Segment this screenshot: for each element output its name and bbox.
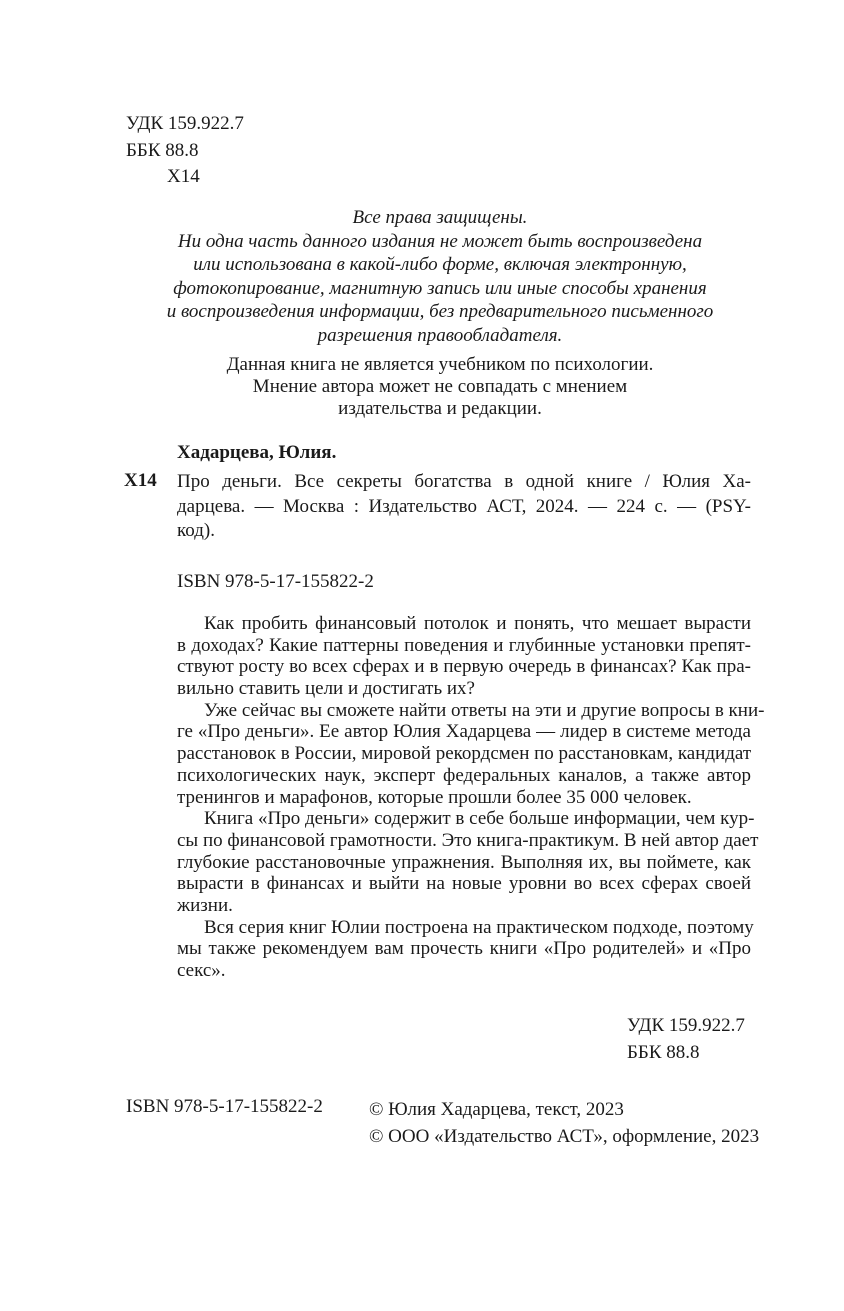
rights-line: Ни одна часть данного издания не может быть воспроизведена [177, 230, 703, 252]
author-mark: Х14 [167, 166, 200, 187]
bibliographic-description [177, 470, 751, 544]
copyright-design: © ООО «Издательство АСТ», оформление, 2023 [369, 1126, 760, 1147]
rights-line: фотокопирование, магнитную запись или иные способы хранения [173, 277, 707, 299]
rights-line: и воспроизведения информации, без предварительного письменного [166, 301, 714, 322]
disclaimer-line: Мнение автора может не совпадать с мнением [252, 376, 628, 397]
annotation-line: тренингов и марафонов, которые прошли более 35 000 человек. [177, 786, 692, 808]
rights-line: Все права защищены. [352, 207, 528, 228]
bottom-classification-codes [627, 1012, 745, 1066]
bbk-code: ББК 88.8 [126, 139, 199, 161]
annotation-line: Книга «Про деньги» содержит в себе больше информации, чем кур- [204, 808, 755, 830]
annotation-line: секс». [177, 960, 226, 981]
catalog-author: Хадарцева, Юлия. [177, 442, 337, 463]
rights-line: или использована в какой-либо форме, включая электронную, [193, 254, 687, 275]
annotation-line: ге «Про деньги». Ее автор Юлия Хадарцева — лидер в системе метода [177, 721, 751, 743]
annotation-line: мы также рекомендуем вам прочесть книги «Про родителей» и «Про [177, 938, 751, 960]
copyright-text: © Юлия Хадарцева, текст, 2023 [369, 1099, 624, 1120]
disclaimer-line: Данная книга не является учебником по психологии. [226, 354, 654, 375]
top-classification-codes [126, 111, 244, 191]
annotation-line: психологических наук, эксперт федеральных каналов, а также автор [177, 764, 751, 786]
catalog-isbn: ISBN 978-5-17-155822-2 [177, 571, 374, 592]
annotation-line: Уже сейчас вы сможете найти ответы на эти и другие вопросы в кни- [204, 699, 765, 721]
annotation-line: вырасти в финансах и выйти на новые уровни во всех сферах своей [177, 873, 751, 895]
annotation-line: сы по финансовой грамотности. Это книга-практикум. В ней автор дает [177, 829, 759, 851]
disclaimer [120, 354, 760, 420]
copyright-block [369, 1096, 759, 1150]
udk-code: УДК 159.922.7 [126, 113, 244, 134]
annotation-line: Вся серия книг Юлии построена на практическом подходе, поэтому [204, 916, 754, 938]
bib-line: дарцева. — Москва : Издательство АСТ, 2024. — 224 с. — (PSY- [177, 495, 751, 517]
bbk-code: ББК 88.8 [627, 1042, 700, 1063]
disclaimer-line: издательства и редакции. [338, 398, 542, 419]
annotation-line: глубокие расстановочные упражнения. Выполняя их, вы поймете, как [177, 851, 751, 873]
rights-notice [120, 206, 760, 347]
annotation-line: Как пробить финансовый потолок и понять, что мешает вырасти [204, 613, 751, 634]
udk-code: УДК 159.922.7 [627, 1015, 745, 1036]
annotation-line: в доходах? Какие паттерны поведения и глубинные установки препят- [177, 634, 751, 656]
rights-line: разрешения правообладателя. [317, 324, 563, 346]
catalog-code: Х14 [124, 470, 157, 491]
annotation-line: вильно ставить цели и достигать их? [177, 678, 475, 700]
annotation [177, 613, 765, 982]
footer-isbn: ISBN 978-5-17-155822-2 [126, 1096, 323, 1117]
bib-line: код). [177, 520, 215, 541]
annotation-line: ствуют росту во всех сферах и в первую очередь в финансах? Как пра- [177, 656, 751, 678]
annotation-line: жизни. [177, 894, 233, 916]
annotation-line: расстановок в России, мировой рекордсмен по расстановкам, кандидат [177, 743, 752, 765]
bib-line: Про деньги. Все секреты богатства в одной книге / Юлия Ха- [177, 471, 751, 492]
